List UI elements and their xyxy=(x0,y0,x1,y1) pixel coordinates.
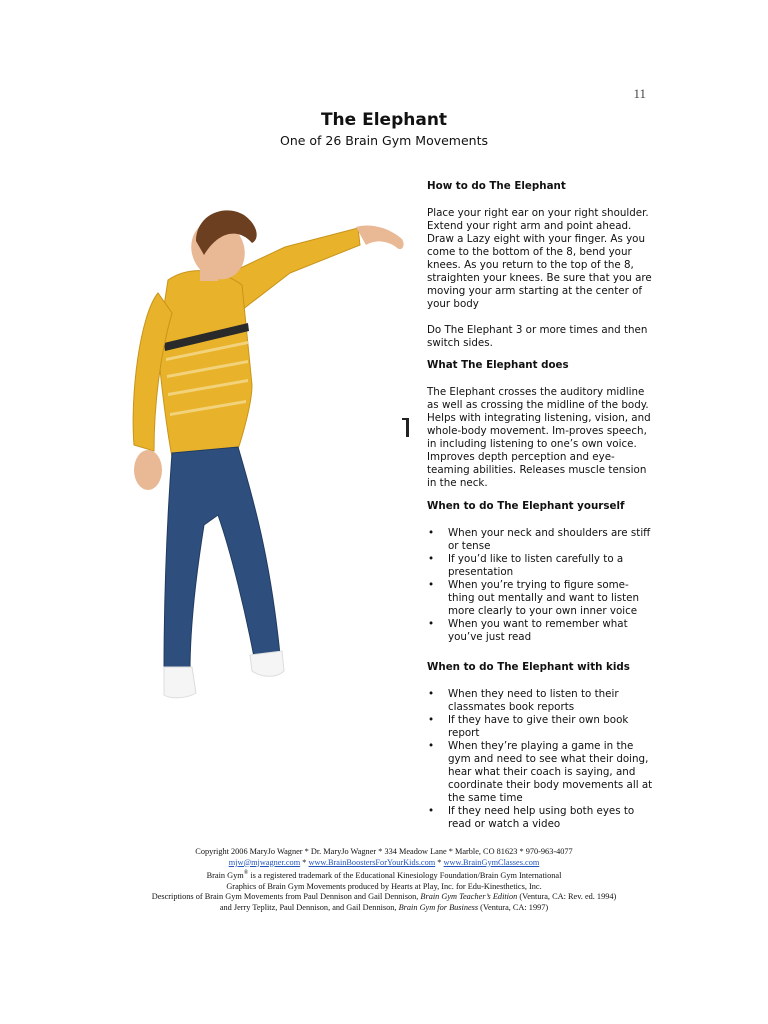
when-kids-list xyxy=(427,688,653,831)
brainboosters-link[interactable]: www.BrainBoostersForYourKids.com xyxy=(308,857,436,867)
list-item: • When they need to listen to their classmates book reports xyxy=(427,688,653,714)
book-title-teachers: Brain Gym Teacher’s Edition xyxy=(420,892,518,902)
list-item: • When you’re trying to figure some-thing out mentally and want to listen more clearly to your own inner voice xyxy=(427,579,653,618)
footer-copyright: Copyright 2006 MaryJo Wagner * Dr. MaryJo Wagner * 334 Meadow Lane * Marble, CO 81623 * 970-963-4077 xyxy=(195,847,573,856)
list-item: • If they need help using both eyes to read or watch a video xyxy=(427,805,653,831)
desc2-suffix: (Ventura, CA: 1997) xyxy=(478,902,549,912)
margin-mark xyxy=(406,418,409,437)
list-item: • When you want to remember what you’ve just read xyxy=(427,618,653,644)
list-item: • When they’re playing a game in the gym and need to see what their doing, hear what their coach is saying, and coordinate their body movements all at the same time xyxy=(427,740,653,805)
page-title: The Elephant xyxy=(320,110,448,130)
email-link[interactable]: mjw@mjwagner.com xyxy=(228,857,301,867)
trademark-brand: Brain Gym xyxy=(206,870,244,880)
how-to-paragraph-2: Do The Elephant 3 or more times and then switch sides. xyxy=(427,324,648,349)
footer-graphics-credit: Graphics of Brain Gym Movements produced by Hearts at Play, Inc. for Edu-Kinesthetics, Inc. xyxy=(226,881,542,891)
page-number: 11 xyxy=(633,86,646,101)
when-kids-heading: When to do The Elephant with kids xyxy=(427,661,630,673)
when-yourself-heading: When to do The Elephant yourself xyxy=(427,500,625,512)
boy-elephant-illustration xyxy=(120,195,420,705)
list-item: • When your neck and shoulders are stiff or tense xyxy=(427,527,653,553)
what-it-does-heading: What The Elephant does xyxy=(427,359,569,371)
desc-prefix: Descriptions of Brain Gym Movements from Paul Dennison and Gail Dennison, xyxy=(151,892,421,902)
braingymclasses-link[interactable]: www.BrainGymClasses.com xyxy=(443,857,540,867)
footer-trademark xyxy=(0,868,768,881)
what-it-does-section xyxy=(427,359,653,490)
page-subtitle: One of 26 Brain Gym Movements xyxy=(279,133,489,148)
footer xyxy=(0,847,768,913)
desc-suffix: (Ventura, CA: Rev. ed. 1994) xyxy=(517,892,617,902)
footer-descriptions xyxy=(0,892,768,903)
how-to-paragraph-1: Place your right ear on your right shoulder. Extend your right arm and point ahead. Draw a Lazy eight with your finger. As you come to the bottom of the 8, bend your knees. As you return to the top of the 8, straighten your knees. Be sure that you are moving your arm starting at the center of your body xyxy=(427,207,652,310)
what-it-does-paragraph: The Elephant crosses the auditory midline as well as crossing the midline of the body. Helps with integrating listening, vision, and whole-body movement. Im-proves speech, in including listening to one’s own voice. Improves depth perception and eye-teaming abilities. Releases muscle tension in the neck. xyxy=(427,386,651,489)
how-to-section xyxy=(427,180,653,350)
footer-separator: * xyxy=(435,857,444,867)
when-yourself-section xyxy=(427,500,653,644)
book-title-business: Brain Gym for Business xyxy=(398,902,479,912)
how-to-heading: How to do The Elephant xyxy=(427,180,566,192)
trademark-symbol: ® xyxy=(243,870,249,877)
footer-separator: * xyxy=(300,857,309,867)
list-item: • If they have to give their own book report xyxy=(427,714,653,740)
when-yourself-list xyxy=(427,527,653,644)
when-kids-section xyxy=(427,661,653,831)
desc2-prefix: and Jerry Teplitz, Paul Dennison, and Gail Dennison, xyxy=(219,902,399,912)
footer-descriptions-2 xyxy=(0,903,768,914)
trademark-text: is a registered trademark of the Educational Kinesiology Foundation/Brain Gym International xyxy=(248,870,562,880)
footer-links xyxy=(0,858,768,869)
list-item: • If you’d like to listen carefully to a presentation xyxy=(427,553,653,579)
